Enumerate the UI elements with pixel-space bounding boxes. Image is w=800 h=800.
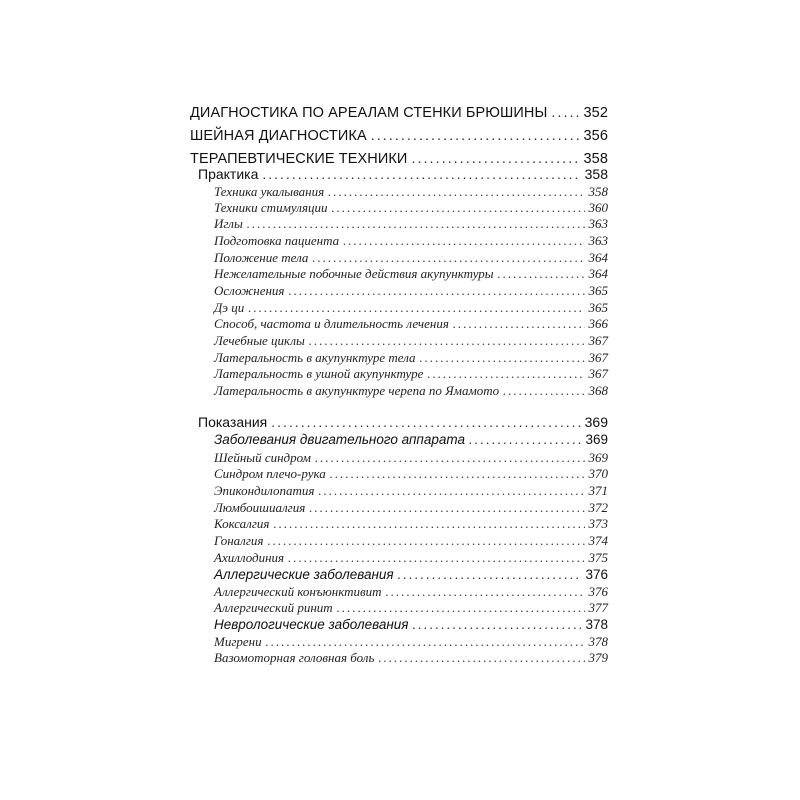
toc-entry	[214, 432, 608, 448]
toc-leader-dots	[312, 250, 584, 266]
toc-entry-title: Мигрени	[214, 634, 262, 649]
toc-leader-dots	[337, 600, 585, 616]
toc-entry	[214, 200, 608, 216]
toc-entry-title: Заболевания двигательного аппарата	[214, 432, 465, 447]
toc-entry	[214, 333, 608, 349]
toc-entry-page-number: 356	[583, 128, 608, 144]
toc-entry-title: Эпикондилопатия	[214, 483, 315, 498]
toc-entry-title: Аллергические заболевания	[214, 567, 394, 582]
toc-entry	[214, 250, 608, 266]
toc-entry	[214, 567, 608, 583]
toc-entry-page-number: 372	[588, 500, 608, 515]
toc-leader-dots	[330, 466, 585, 482]
toc-entry-page-number: 367	[588, 350, 608, 365]
toc-entry-page-number: 376	[588, 584, 608, 599]
toc-entry	[214, 584, 608, 600]
toc-leader-dots	[271, 414, 580, 431]
toc-leader-dots	[288, 550, 584, 566]
toc-entry-page-number: 378	[588, 634, 608, 649]
toc-entry-page-number: 358	[583, 151, 608, 167]
toc-entry-page-number: 379	[588, 650, 608, 665]
toc-entry-title: Ахиллодиния	[214, 550, 285, 565]
toc-entry	[214, 233, 608, 249]
toc-entry-title: Положение тела	[214, 250, 309, 265]
toc-leader-dots	[266, 634, 585, 650]
toc-entry-title: Показания	[198, 414, 268, 430]
toc-entry-page-number: 366	[588, 316, 608, 331]
toc-entry	[214, 316, 608, 332]
toc-entry	[214, 483, 608, 499]
toc-leader-dots	[267, 533, 584, 549]
toc-entry-title: Аллергический конъюнктивит	[214, 584, 382, 599]
toc-entry-title: Латеральность в ушной акупунктуре	[214, 366, 424, 381]
toc-entry	[214, 466, 608, 482]
toc-entry-title: Техника укалывания	[214, 184, 325, 199]
toc-entry-title: Иглы	[214, 216, 243, 231]
toc-leader-dots	[247, 216, 585, 232]
toc-entry	[214, 366, 608, 382]
toc-entry	[214, 300, 608, 316]
toc-leader-dots	[453, 316, 585, 332]
toc-entry-page-number: 371	[588, 483, 608, 498]
toc-leader-dots	[288, 283, 584, 299]
toc-entry-page-number: 377	[588, 600, 608, 615]
toc-entry-page-number: 376	[585, 567, 608, 582]
toc-entry-title: Коксалгия	[214, 516, 270, 531]
toc-entry-title: Неврологические заболевания	[214, 617, 409, 632]
toc-leader-dots	[551, 104, 579, 122]
toc-leader-dots	[498, 266, 585, 282]
toc-entry-title: ШЕЙНАЯ ДИАГНОСТИКА	[190, 128, 367, 144]
toc-entry-title: Дэ ци	[214, 300, 245, 315]
toc-entry-title: Подготовка пациента	[214, 233, 340, 248]
toc-entry-title: Вазомоторная головная боль	[214, 650, 375, 665]
toc-entry	[214, 617, 608, 633]
toc-leader-dots	[343, 233, 584, 249]
toc-entry-page-number: 360	[588, 200, 608, 215]
toc-entry	[190, 127, 608, 145]
toc-leader-dots	[420, 350, 585, 366]
toc-entry	[190, 104, 608, 122]
toc-entry-page-number: 369	[584, 414, 608, 430]
toc-entry-page-number: 358	[584, 166, 608, 182]
toc-leader-dots	[309, 333, 585, 349]
toc-entry-page-number: 364	[588, 250, 608, 265]
toc-entry-page-number: 363	[588, 216, 608, 231]
toc-entry-page-number: 369	[585, 432, 608, 447]
toc-entry-page-number: 364	[588, 266, 608, 281]
toc-entry-page-number: 365	[588, 283, 608, 298]
toc-entry-title: Техники стимуляции	[214, 200, 328, 215]
toc-leader-dots	[318, 483, 584, 499]
toc-entry-title: Гоналгия	[214, 533, 264, 548]
toc-entry-title: Лечебные циклы	[214, 333, 305, 348]
toc-entry-page-number: 368	[588, 383, 608, 398]
toc-entry	[214, 500, 608, 516]
toc-entry	[214, 266, 608, 282]
toc-entry-page-number: 363	[588, 233, 608, 248]
toc-entry-title: Нежелательные побочные действия акупунктуры	[214, 266, 494, 281]
toc-entry-page-number: 373	[588, 516, 608, 531]
toc-entry	[198, 166, 608, 183]
toc-entry-title: ДИАГНОСТИКА ПО АРЕАЛАМ СТЕНКИ БРЮШИНЫ	[190, 105, 548, 121]
toc-entry-page-number: 374	[588, 533, 608, 548]
toc-entry-title: Шейный синдром	[214, 450, 311, 465]
toc-entry	[214, 533, 608, 549]
toc-entry-page-number: 378	[585, 617, 608, 632]
toc-entry	[214, 383, 608, 399]
toc-entry	[198, 414, 608, 431]
toc-entry-title: Люмбоишиалгия	[214, 500, 306, 515]
toc-leader-dots	[503, 383, 584, 399]
toc-leader-dots	[309, 500, 584, 516]
toc-leader-dots	[413, 617, 582, 633]
toc-entry	[214, 184, 608, 200]
toc-leader-dots	[469, 432, 581, 448]
toc-entry-title: Способ, частота и длительность лечения	[214, 316, 449, 331]
toc-entry-page-number: 365	[588, 300, 608, 315]
toc-leader-dots	[332, 200, 585, 216]
toc-entry-title: ТЕРАПЕВТИЧЕСКИЕ ТЕХНИКИ	[190, 151, 408, 167]
toc-entry	[214, 550, 608, 566]
toc-leader-dots	[315, 450, 585, 466]
toc-leader-dots	[273, 516, 584, 532]
toc-entry	[214, 350, 608, 366]
toc-entry-title: Осложнения	[214, 283, 285, 298]
toc-entry-page-number: 375	[588, 550, 608, 565]
toc-entry	[214, 283, 608, 299]
toc-entry-page-number: 367	[588, 366, 608, 381]
toc-entry	[214, 600, 608, 616]
toc-entry	[214, 516, 608, 532]
toc-entry-title: Латеральность в акупунктуре тела	[214, 350, 416, 365]
toc-entry-title: Аллергический ринит	[214, 600, 333, 615]
toc-entry	[214, 216, 608, 232]
toc-entry-page-number: 370	[588, 466, 608, 481]
toc-leader-dots	[262, 166, 580, 183]
toc-entry-title: Синдром плечо-рука	[214, 466, 326, 481]
toc-entry-title: Практика	[198, 166, 259, 182]
toc-leader-dots	[378, 650, 584, 666]
toc-leader-dots	[248, 300, 584, 316]
toc-entry-page-number: 367	[588, 333, 608, 348]
toc-entry-page-number: 352	[583, 105, 608, 121]
toc-entry-title: Латеральность в акупунктуре черепа по Ямамото	[214, 383, 500, 398]
toc-leader-dots	[386, 584, 585, 600]
toc-entry-page-number: 358	[588, 184, 608, 199]
toc-leader-dots	[398, 567, 582, 583]
toc-entry	[214, 634, 608, 650]
toc-leader-dots	[427, 366, 584, 382]
toc-entry	[214, 450, 608, 466]
toc-leader-dots	[371, 127, 580, 145]
toc-leader-dots	[328, 184, 584, 200]
toc-entry-page-number: 369	[588, 450, 608, 465]
toc-entry	[214, 650, 608, 666]
